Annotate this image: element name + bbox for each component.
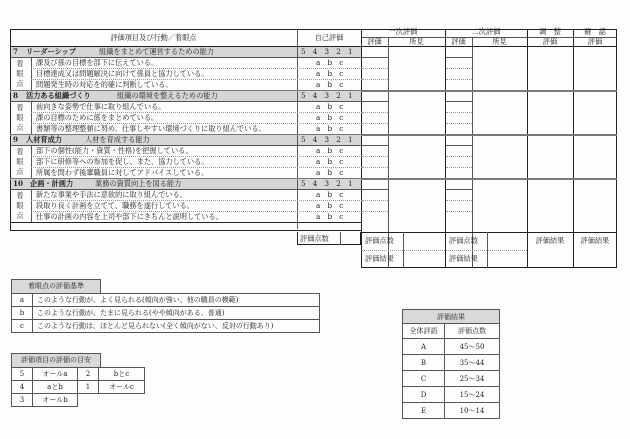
abc-selector[interactable]: a b c — [316, 212, 344, 221]
criteria-title: 着眼点の評価基準 — [11, 279, 101, 294]
abc-selector[interactable]: a b c — [316, 58, 344, 67]
results-grade: E — [403, 403, 445, 419]
abc-selector[interactable]: a b c — [316, 146, 344, 155]
divider — [362, 189, 388, 190]
self-eval-scale[interactable]: 5 4 3 2 1 — [301, 47, 353, 56]
abc-selector[interactable]: a b c — [316, 157, 344, 166]
criteria-key: b — [12, 307, 33, 320]
focus-label: 着 眼 点 — [16, 103, 24, 132]
focus-item: 目標達成又は問題解決に向けて係員と協力している。 — [36, 69, 209, 78]
divider — [362, 101, 388, 102]
criteria-row — [12, 320, 320, 333]
divider — [362, 112, 388, 113]
focus-label: 着 眼 点 — [16, 191, 24, 220]
abc-selector[interactable]: a b c — [316, 80, 344, 89]
results-range: 45〜50 — [445, 339, 500, 355]
divider — [362, 79, 388, 80]
divider — [362, 145, 388, 146]
adjust-score-header: 評価 — [542, 37, 558, 46]
header-confirm: 確 認 — [584, 27, 606, 36]
divider — [446, 145, 472, 146]
criteria-text: このような行動は、ほとんど見られない(全く傾向がない、反対の行動あり) — [33, 320, 320, 333]
abc-selector[interactable]: a b c — [316, 201, 344, 210]
divider — [446, 123, 472, 124]
header-self-eval: 自己評価 — [314, 33, 344, 42]
divider — [31, 57, 32, 90]
category-title: リーダーシップ — [26, 47, 77, 56]
first-eval-comment-header: 所見 — [409, 37, 424, 46]
category-number: 9 — [13, 135, 19, 144]
category-title: 人材育成力 — [26, 135, 62, 144]
results-table — [402, 309, 500, 419]
divider — [362, 167, 388, 168]
divider — [31, 189, 32, 222]
results-title-row — [403, 310, 500, 324]
criteria-row — [12, 307, 320, 320]
first-result-label: 評価結果 — [365, 254, 394, 263]
divider — [446, 167, 472, 168]
results-row — [403, 403, 500, 419]
category-number: 8 — [13, 91, 19, 100]
results-title: 評価結果 — [403, 310, 500, 324]
guide-condition: オールa — [33, 368, 78, 381]
results-grade: D — [403, 387, 445, 403]
criteria-text: このような行動が、よく見られる(傾向が強い、他の職員の模範) — [33, 294, 320, 307]
second-result-label: 評価結果 — [449, 254, 478, 263]
second-score-label: 評価点数 — [449, 236, 478, 245]
divider — [446, 211, 472, 212]
confirm-result-label: 評価結果 — [580, 236, 610, 245]
category-number: 10 — [13, 179, 24, 188]
divider — [446, 68, 472, 69]
guide-row — [12, 368, 145, 381]
first-score-value[interactable] — [404, 233, 445, 267]
guide-score: 2 — [78, 368, 99, 381]
focus-item: 仕事の計画の内容を上司や部下にきちんと説明している。 — [36, 212, 223, 221]
focus-label: 着 眼 点 — [16, 147, 24, 176]
self-eval-scale[interactable]: 5 4 3 2 1 — [301, 179, 353, 188]
divider — [362, 123, 388, 124]
criteria-row — [12, 294, 320, 307]
second-eval-comment-header: 所見 — [492, 37, 507, 46]
focus-item: 所属を問わず後輩職員に対してアドバイスしている。 — [36, 168, 209, 177]
category-title: 企画・計画力 — [30, 179, 74, 188]
focus-item: 新たな事業や手法に意欲的に取り組んでいる。 — [36, 190, 187, 199]
divider — [446, 79, 472, 80]
divider — [487, 232, 488, 268]
abc-selector[interactable]: a b c — [316, 190, 344, 199]
self-score-label: 評価点数 — [300, 234, 329, 243]
divider — [31, 145, 32, 178]
results-grade: B — [403, 355, 445, 371]
guide-condition: オールc — [99, 381, 145, 394]
focus-item: 問題発生時の対応を的確に判断している。 — [36, 80, 173, 89]
abc-selector[interactable]: a b c — [316, 102, 344, 111]
guide-score: 3 — [12, 394, 33, 407]
guide-score: 5 — [12, 368, 33, 381]
divider — [362, 68, 388, 69]
focus-item: 課の目標のために係をまとめている。 — [36, 113, 159, 122]
divider — [472, 37, 473, 268]
divider — [446, 200, 472, 201]
guide-condition: aとb — [33, 381, 78, 394]
results-row — [403, 371, 500, 387]
divider — [446, 156, 472, 157]
results-range: 35〜44 — [445, 355, 500, 371]
results-col-range: 評価点数 — [445, 324, 500, 339]
results-grade: A — [403, 339, 445, 355]
results-range: 25〜34 — [445, 371, 500, 387]
confirm-score-header: 評価 — [587, 37, 603, 46]
focus-item: 段取り良く計画を立てて、職務を遂行している。 — [36, 201, 194, 210]
divider — [31, 101, 32, 134]
guide-score: 1 — [78, 381, 99, 394]
divider — [446, 101, 472, 102]
empty-cell — [99, 394, 145, 407]
category-desc: 業務の資質向上を図る能力 — [95, 179, 182, 188]
divider — [340, 232, 341, 245]
abc-selector[interactable]: a b c — [316, 124, 344, 133]
divider — [362, 211, 388, 212]
focus-item: 前向きな姿勢で仕事に取り組んでいる。 — [36, 102, 166, 111]
category-desc: 人材を育成する能力 — [85, 135, 150, 144]
guide-row — [12, 394, 145, 407]
abc-selector[interactable]: a b c — [316, 69, 344, 78]
focus-label: 着 眼 点 — [16, 59, 24, 88]
criteria-text: このような行動が、たまに見られる(やや傾向がある、普通) — [33, 307, 320, 320]
category-title: 活力ある組織づくり — [26, 91, 91, 100]
header-adjust: 調 整 — [539, 27, 561, 36]
second-eval-score-header: 評価 — [451, 37, 466, 46]
criteria-table — [11, 293, 320, 333]
header-second-eval: 二次評価 — [471, 27, 501, 36]
first-score-label: 評価点数 — [365, 236, 394, 245]
results-col-grade: 全体評語 — [403, 324, 445, 339]
empty-cell — [78, 394, 99, 407]
focus-item: 部下の個性(能力・資質・性格)を把握している。 — [36, 146, 193, 155]
divider — [388, 37, 389, 268]
divider — [446, 189, 472, 190]
results-row — [403, 339, 500, 355]
results-range: 10〜14 — [445, 403, 500, 419]
category-desc: 組織の環境を整えるための能力 — [117, 91, 218, 100]
guide-score: 4 — [12, 381, 33, 394]
results-row — [403, 355, 500, 371]
category-number: 7 — [13, 47, 19, 56]
guide-table — [11, 367, 145, 407]
results-range: 15〜24 — [445, 387, 500, 403]
guide-row — [12, 381, 145, 394]
first-eval-score-header: 評価 — [367, 37, 382, 46]
focus-item: 書類等の整理整頓に努め、仕事しやすい環境づくりに取り組んでいる。 — [36, 124, 266, 133]
divider — [362, 156, 388, 157]
divider — [361, 232, 617, 233]
criteria-key: c — [12, 320, 33, 333]
results-grade: C — [403, 371, 445, 387]
adjust-result-label: 評価結果 — [535, 236, 565, 245]
guide-condition: bとc — [99, 368, 145, 381]
guide-title: 評価項目の評価の目安 — [11, 353, 101, 368]
criteria-key: a — [12, 294, 33, 307]
abc-selector[interactable]: a b c — [316, 113, 344, 122]
category-desc: 組織をまとめて運営するための能力 — [99, 47, 215, 56]
header-item-column: 評価項目及び行動／着眼点 — [110, 33, 197, 42]
divider — [446, 57, 472, 58]
results-row — [403, 387, 500, 403]
focus-item: 部下に研修等への参加を促し、また、協力している。 — [36, 157, 209, 166]
self-eval-scale[interactable]: 5 4 3 2 1 — [301, 91, 353, 100]
divider — [10, 222, 362, 223]
focus-item: 課及び係の目標を部下に伝えている。 — [36, 58, 159, 67]
divider — [446, 112, 472, 113]
divider — [362, 200, 388, 201]
guide-condition: オールb — [33, 394, 78, 407]
abc-selector[interactable]: a b c — [316, 168, 344, 177]
header-first-eval: 一次評価 — [388, 27, 418, 36]
self-eval-scale[interactable]: 5 4 3 2 1 — [301, 135, 353, 144]
results-header-row — [403, 324, 500, 339]
divider — [362, 57, 388, 58]
